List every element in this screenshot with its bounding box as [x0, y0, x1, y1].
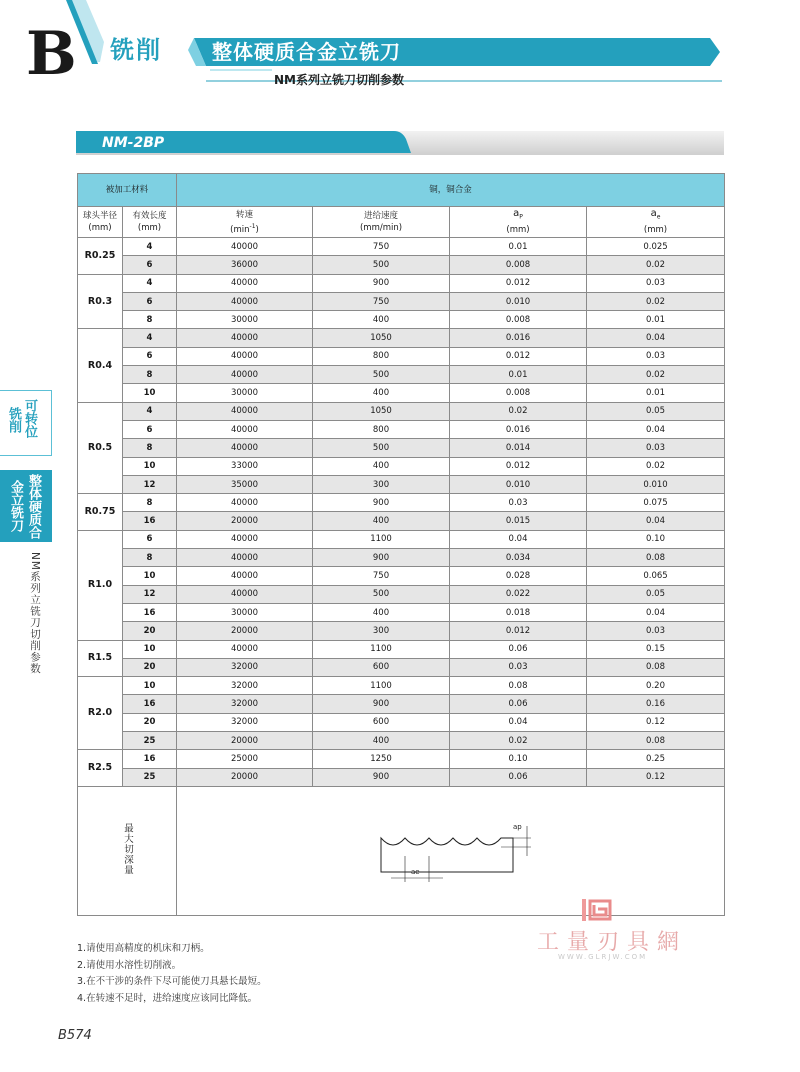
feed-cell: 900 [313, 549, 450, 567]
table-row [78, 366, 725, 384]
ae-cell: 0.12 [587, 768, 725, 786]
ae-cell: 0.075 [587, 494, 725, 512]
speed-cell: 40000 [177, 402, 313, 420]
feed-cell: 500 [313, 439, 450, 457]
watermark-logo-icon [578, 897, 614, 923]
ae-label: ae [410, 867, 420, 876]
length-cell: 8 [123, 549, 177, 567]
length-cell: 16 [123, 695, 177, 713]
ae-cell: 0.02 [587, 366, 725, 384]
speed-cell: 35000 [177, 475, 313, 493]
speed-cell: 20000 [177, 512, 313, 530]
notes [77, 941, 267, 1007]
ae-cell: 0.03 [587, 347, 725, 365]
ae-cell: 0.025 [587, 238, 725, 256]
speed-cell: 40000 [177, 329, 313, 347]
speed-cell: 32000 [177, 713, 313, 731]
table-row [78, 750, 725, 768]
speed-cell: 40000 [177, 439, 313, 457]
table-row [78, 439, 725, 457]
product-label: NM-2BP [102, 135, 165, 151]
feed-cell: 750 [313, 567, 450, 585]
ap-cell: 0.018 [450, 603, 587, 621]
speed-cell: 40000 [177, 238, 313, 256]
ap-cell: 0.010 [450, 292, 587, 310]
speed-cell: 40000 [177, 549, 313, 567]
speed-cell: 40000 [177, 494, 313, 512]
table-row [78, 732, 725, 750]
ap-cell: 0.016 [450, 420, 587, 438]
length-cell: 4 [123, 238, 177, 256]
ap-cell: 0.02 [450, 732, 587, 750]
speed-cell: 40000 [177, 347, 313, 365]
feed-cell: 900 [313, 768, 450, 786]
header-row-material [78, 174, 725, 207]
table-row [78, 457, 725, 475]
speed-cell: 20000 [177, 732, 313, 750]
length-cell: 25 [123, 768, 177, 786]
table-row [78, 768, 725, 786]
speed-cell: 30000 [177, 384, 313, 402]
feed-cell: 400 [313, 603, 450, 621]
note-1: 1.请使用高精度的机床和刀柄。 [77, 943, 210, 954]
page-number: B574 [58, 1028, 92, 1043]
feed-cell: 1050 [313, 402, 450, 420]
ae-cell: 0.03 [587, 274, 725, 292]
ae-cell: 0.08 [587, 658, 725, 676]
watermark-text: 工量刃具網 [537, 930, 688, 955]
ae-cell: 0.02 [587, 292, 725, 310]
ae-cell: 0.05 [587, 402, 725, 420]
feed-cell: 750 [313, 238, 450, 256]
length-cell: 4 [123, 402, 177, 420]
table-row [78, 384, 725, 402]
watermark-url: WWW.GLRJW.COM [558, 953, 648, 961]
ap-cell: 0.012 [450, 274, 587, 292]
feed-cell: 1100 [313, 530, 450, 548]
speed-cell: 40000 [177, 420, 313, 438]
length-cell: 25 [123, 732, 177, 750]
length-cell: 20 [123, 622, 177, 640]
length-cell: 16 [123, 750, 177, 768]
ap-cell: 0.012 [450, 347, 587, 365]
ae-cell: 0.02 [587, 256, 725, 274]
length-cell: 10 [123, 384, 177, 402]
side-tab-solid-carbide-endmill[interactable]: 整体硬质合 金立铣刀 [0, 470, 52, 542]
feed-cell: 1100 [313, 677, 450, 695]
speed-cell: 20000 [177, 622, 313, 640]
ap-cell: 0.03 [450, 658, 587, 676]
note-2: 2.请使用水溶性切削液。 [77, 959, 182, 971]
length-cell: 4 [123, 274, 177, 292]
length-cell: 6 [123, 420, 177, 438]
product-tab-bar [76, 131, 724, 155]
ap-cell: 0.012 [450, 457, 587, 475]
ae-cell: 0.25 [587, 750, 725, 768]
table-row [78, 256, 725, 274]
length-cell: 12 [123, 475, 177, 493]
feed-cell: 500 [313, 366, 450, 384]
length-cell: 10 [123, 677, 177, 695]
ae-cell: 0.04 [587, 420, 725, 438]
workpiece-profile [381, 838, 513, 872]
ball-radius-cell: R0.5 [78, 402, 123, 493]
depth-diagram-cell [177, 786, 725, 915]
ball-radius-cell: R2.0 [78, 677, 123, 750]
ap-cell: 0.04 [450, 713, 587, 731]
ae-cell: 0.01 [587, 311, 725, 329]
ap-cell: 0.014 [450, 439, 587, 457]
length-cell: 20 [123, 713, 177, 731]
ball-radius-cell: R0.75 [78, 494, 123, 531]
speed-cell: 32000 [177, 658, 313, 676]
note-4: 4.在转速不足时，进给速度应该同比降低。 [77, 992, 258, 1004]
depth-label: 最大切深量 [122, 823, 133, 876]
ae-cell: 0.04 [587, 329, 725, 347]
side-subsection-label: NM系列立铣刀切削参数 [29, 552, 41, 675]
length-cell: 4 [123, 329, 177, 347]
col-feed: 进给速度 (mm/min) [313, 207, 450, 238]
feed-cell: 800 [313, 420, 450, 438]
table-row [78, 713, 725, 731]
page-title: 整体硬质合金立铣刀 [212, 40, 401, 64]
length-cell: 10 [123, 567, 177, 585]
feed-cell: 300 [313, 475, 450, 493]
ae-cell: 0.08 [587, 549, 725, 567]
feed-cell: 300 [313, 622, 450, 640]
ap-cell: 0.022 [450, 585, 587, 603]
length-cell: 6 [123, 347, 177, 365]
col-radius: 球头半径 (mm) [78, 207, 123, 238]
length-cell: 6 [123, 292, 177, 310]
length-cell: 10 [123, 640, 177, 658]
length-cell: 8 [123, 311, 177, 329]
feed-cell: 400 [313, 732, 450, 750]
table-row [78, 549, 725, 567]
speed-cell: 40000 [177, 567, 313, 585]
ap-cell: 0.008 [450, 256, 587, 274]
speed-cell: 30000 [177, 311, 313, 329]
ae-cell: 0.04 [587, 512, 725, 530]
ae-cell: 0.12 [587, 713, 725, 731]
length-cell: 16 [123, 603, 177, 621]
ap-cell: 0.06 [450, 768, 587, 786]
feed-cell: 500 [313, 585, 450, 603]
speed-cell: 30000 [177, 603, 313, 621]
feed-cell: 600 [313, 713, 450, 731]
speed-cell: 33000 [177, 457, 313, 475]
feed-cell: 1050 [313, 329, 450, 347]
ap-cell: 0.06 [450, 640, 587, 658]
speed-cell: 32000 [177, 695, 313, 713]
ae-cell: 0.08 [587, 732, 725, 750]
page-subtitle: NM系列立铣刀切削参数 [274, 73, 404, 87]
ap-cell: 0.04 [450, 530, 587, 548]
speed-cell: 40000 [177, 292, 313, 310]
ap-cell: 0.010 [450, 475, 587, 493]
table-row [78, 603, 725, 621]
ap-cell: 0.028 [450, 567, 587, 585]
speed-cell: 40000 [177, 366, 313, 384]
section-letter: B [26, 19, 77, 89]
length-cell: 16 [123, 512, 177, 530]
length-cell: 8 [123, 494, 177, 512]
note-3: 3.在不干涉的条件下尽可能使刀具悬长最短。 [77, 976, 267, 987]
ball-radius-cell: R1.0 [78, 530, 123, 640]
length-cell: 6 [123, 256, 177, 274]
material-label: 被加工材料 [78, 174, 177, 207]
depth-label-cell [78, 786, 177, 915]
ae-cell: 0.010 [587, 475, 725, 493]
cutting-depth-diagram [361, 816, 541, 886]
ap-cell: 0.03 [450, 494, 587, 512]
table-row [78, 475, 725, 493]
table-row [78, 420, 725, 438]
table-row [78, 640, 725, 658]
speed-cell: 40000 [177, 274, 313, 292]
ap-cell: 0.10 [450, 750, 587, 768]
col-length: 有效长度 (mm) [123, 207, 177, 238]
speed-cell: 32000 [177, 677, 313, 695]
speed-cell: 36000 [177, 256, 313, 274]
ball-radius-cell: R0.4 [78, 329, 123, 402]
ball-radius-cell: R0.3 [78, 274, 123, 329]
speed-cell: 40000 [177, 640, 313, 658]
cutting-parameter-table [77, 173, 725, 916]
ae-cell: 0.05 [587, 585, 725, 603]
feed-cell: 400 [313, 512, 450, 530]
ap-cell: 0.016 [450, 329, 587, 347]
table-row [78, 622, 725, 640]
ae-cell: 0.03 [587, 439, 725, 457]
table-row [78, 530, 725, 548]
ae-cell: 0.065 [587, 567, 725, 585]
ap-cell: 0.06 [450, 695, 587, 713]
speed-cell: 40000 [177, 530, 313, 548]
length-cell: 10 [123, 457, 177, 475]
feed-cell: 1250 [313, 750, 450, 768]
feed-cell: 600 [313, 658, 450, 676]
ap-cell: 0.01 [450, 366, 587, 384]
table-row [78, 402, 725, 420]
table-row [78, 238, 725, 256]
table-row [78, 512, 725, 530]
feed-cell: 750 [313, 292, 450, 310]
speed-cell: 40000 [177, 585, 313, 603]
col-speed: 转速 $(\min^{-1})$ [177, 207, 313, 238]
ap-cell: 0.015 [450, 512, 587, 530]
side-tab-indexable-milling[interactable]: 可转位 铣削 [0, 390, 52, 456]
table-row [78, 347, 725, 365]
feed-cell: 400 [313, 311, 450, 329]
ae-cell: 0.16 [587, 695, 725, 713]
length-cell: 12 [123, 585, 177, 603]
ap-cell: 0.08 [450, 677, 587, 695]
table-row [78, 274, 725, 292]
length-cell: 8 [123, 366, 177, 384]
feed-cell: 800 [313, 347, 450, 365]
ae-cell: 0.01 [587, 384, 725, 402]
ap-cell: 0.01 [450, 238, 587, 256]
feed-cell: 900 [313, 274, 450, 292]
ap-cell: 0.008 [450, 384, 587, 402]
ae-cell: 0.02 [587, 457, 725, 475]
table-row [78, 658, 725, 676]
ball-radius-cell: R2.5 [78, 750, 123, 787]
col-ap: $a_P$ (mm) [450, 207, 587, 238]
table-row [78, 695, 725, 713]
table-row [78, 567, 725, 585]
table-row [78, 585, 725, 603]
col-ae: $a_e$ (mm) [587, 207, 725, 238]
length-cell: 6 [123, 530, 177, 548]
ae-cell: 0.20 [587, 677, 725, 695]
table-row [78, 311, 725, 329]
table-row [78, 494, 725, 512]
feed-cell: 400 [313, 457, 450, 475]
feed-cell: 500 [313, 256, 450, 274]
ae-cell: 0.15 [587, 640, 725, 658]
table-row [78, 677, 725, 695]
ap-cell: 0.02 [450, 402, 587, 420]
ap-cell: 0.034 [450, 549, 587, 567]
header-row-columns [78, 207, 725, 238]
feed-cell: 900 [313, 695, 450, 713]
length-cell: 8 [123, 439, 177, 457]
ae-cell: 0.04 [587, 603, 725, 621]
material-value: 铜，铜合金 [177, 174, 725, 207]
table-row [78, 292, 725, 310]
ap-cell: 0.012 [450, 622, 587, 640]
ball-radius-cell: R0.25 [78, 238, 123, 275]
section-title: 铣削 [110, 36, 162, 64]
ap-cell: 0.008 [450, 311, 587, 329]
depth-row [78, 786, 725, 915]
speed-cell: 20000 [177, 768, 313, 786]
feed-cell: 1100 [313, 640, 450, 658]
ball-radius-cell: R1.5 [78, 640, 123, 677]
feed-cell: 400 [313, 384, 450, 402]
speed-cell: 25000 [177, 750, 313, 768]
ae-cell: 0.03 [587, 622, 725, 640]
ae-cell: 0.10 [587, 530, 725, 548]
length-cell: 20 [123, 658, 177, 676]
feed-cell: 900 [313, 494, 450, 512]
table-row [78, 329, 725, 347]
ap-label: ap [512, 822, 522, 831]
